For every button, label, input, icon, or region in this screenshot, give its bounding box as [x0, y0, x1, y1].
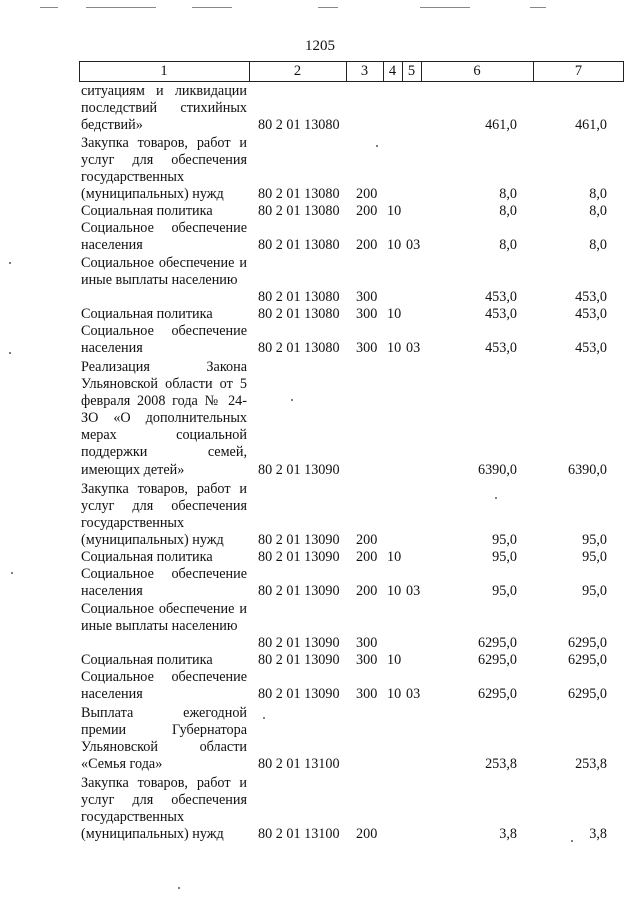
row-description: Социальная политика: [81, 203, 213, 219]
table-header: [79, 61, 624, 82]
row-code: 80 2 01 13100: [258, 826, 340, 842]
row-value-7: 8,0: [589, 237, 607, 253]
row-value-7: 8,0: [589, 203, 607, 219]
row-code: 80 2 01 13090: [258, 532, 340, 548]
row-description: Социальное обеспечение населения: [81, 220, 247, 254]
scan-speck: [263, 717, 265, 719]
row-value-7: 6390,0: [567, 462, 607, 478]
header-divider: [533, 61, 534, 81]
row-value-6: 8,0: [499, 203, 517, 219]
row-col-5: 03: [406, 583, 421, 599]
header-divider: [383, 61, 384, 81]
row-description: Социальное обеспечение населения: [81, 669, 247, 703]
row-value-7: 6295,0: [567, 686, 607, 702]
row-code: 80 2 01 13080: [258, 237, 340, 253]
header-divider: [623, 61, 624, 81]
row-col-5: 03: [406, 686, 421, 702]
header-divider: [421, 61, 422, 81]
header-divider: [249, 61, 250, 81]
row-description: Закупка товаров, работ и услуг для обеспечения государственных (муниципальных) нужд: [81, 775, 247, 843]
row-description: Социальное обеспечение населения: [81, 566, 247, 600]
row-value-6: 6295,0: [477, 686, 517, 702]
scan-speck: [571, 840, 573, 842]
row-value-6: 8,0: [499, 186, 517, 202]
row-col-4: 10: [387, 340, 402, 356]
row-code: 80 2 01 13090: [258, 635, 340, 651]
row-value-6: 453,0: [485, 289, 517, 305]
row-value-7: 95,0: [582, 549, 607, 565]
row-value-7: 3,8: [589, 826, 607, 842]
row-description: Социальное обеспечение и иные выплаты населению: [81, 255, 247, 289]
header-col-2: 2: [293, 63, 302, 79]
row-value-6: 6390,0: [477, 462, 517, 478]
row-value-6: 6295,0: [477, 635, 517, 651]
scan-speck: [178, 887, 180, 889]
scan-mark: [192, 7, 232, 8]
row-value-6: 95,0: [492, 583, 517, 599]
row-col-3: 200: [356, 826, 378, 842]
row-col-4: 10: [387, 549, 402, 565]
row-description: Социальная политика: [81, 652, 213, 668]
scan-mark: [86, 7, 156, 8]
scan-speck: [11, 572, 13, 574]
scan-speck: [9, 262, 11, 264]
row-col-4: 10: [387, 306, 402, 322]
scan-mark: [40, 7, 58, 8]
row-value-6: 253,8: [485, 756, 517, 772]
row-col-4: 10: [387, 237, 402, 253]
scan-speck: [376, 145, 378, 147]
row-value-6: 95,0: [492, 549, 517, 565]
scan-speck: [9, 352, 11, 354]
row-col-4: 10: [387, 583, 402, 599]
row-code: 80 2 01 13080: [258, 340, 340, 356]
scan-mark: [318, 7, 338, 8]
page-number: 1205: [305, 38, 335, 54]
header-col-7: 7: [574, 63, 583, 79]
row-col-3: 300: [356, 289, 378, 305]
row-code: 80 2 01 13080: [258, 186, 340, 202]
row-col-3: 300: [356, 635, 378, 651]
row-code: 80 2 01 13090: [258, 583, 340, 599]
row-value-7: 453,0: [575, 340, 607, 356]
row-col-3: 300: [356, 652, 378, 668]
row-col-3: 200: [356, 237, 378, 253]
row-col-3: 300: [356, 686, 378, 702]
header-col-4: 4: [388, 63, 397, 79]
row-value-6: 461,0: [485, 117, 517, 133]
row-value-6: 95,0: [492, 532, 517, 548]
row-code: 80 2 01 13090: [258, 652, 340, 668]
row-value-7: 461,0: [575, 117, 607, 133]
row-description: Социальное обеспечение и иные выплаты населению: [81, 601, 247, 635]
row-col-5: 03: [406, 340, 421, 356]
row-value-6: 453,0: [485, 340, 517, 356]
row-col-5: 03: [406, 237, 421, 253]
row-col-3: 200: [356, 532, 378, 548]
row-col-4: 10: [387, 686, 402, 702]
row-col-3: 300: [356, 306, 378, 322]
row-col-3: 300: [356, 340, 378, 356]
row-description: Закупка товаров, работ и услуг для обеспечения государственных (муниципальных) нужд: [81, 481, 247, 549]
row-value-7: 6295,0: [567, 635, 607, 651]
header-divider: [402, 61, 403, 81]
row-col-3: 200: [356, 203, 378, 219]
header-col-3: 3: [360, 63, 369, 79]
row-value-7: 6295,0: [567, 652, 607, 668]
row-code: 80 2 01 13100: [258, 756, 340, 772]
scan-speck: [291, 399, 293, 401]
row-value-7: 453,0: [575, 306, 607, 322]
row-value-6: 3,8: [499, 826, 517, 842]
header-col-5: 5: [407, 63, 416, 79]
scan-mark: [420, 7, 470, 8]
row-code: 80 2 01 13090: [258, 549, 340, 565]
row-col-3: 200: [356, 583, 378, 599]
row-value-6: 6295,0: [477, 652, 517, 668]
row-description: Закупка товаров, работ и услуг для обеспечения государственных (муниципальных) нужд: [81, 135, 247, 203]
row-value-7: 253,8: [575, 756, 607, 772]
scan-mark: [530, 7, 546, 8]
row-col-4: 10: [387, 203, 402, 219]
row-value-7: 453,0: [575, 289, 607, 305]
row-col-4: 10: [387, 652, 402, 668]
row-code: 80 2 01 13090: [258, 462, 340, 478]
row-description: Реализация Закона Ульяновской области от 5 февраля 2008 года № 24-ЗО «О дополнительных мерах социальной поддержки семей, имеющих детей»: [81, 359, 247, 478]
row-description: Социальная политика: [81, 306, 213, 322]
row-description: Выплата ежегодной премии Губернатора Ульяновской области «Семья года»: [81, 705, 247, 773]
row-description: Социальная политика: [81, 549, 213, 565]
header-col-6: 6: [473, 63, 481, 79]
header-divider: [346, 61, 347, 81]
row-code: 80 2 01 13090: [258, 686, 340, 702]
row-description: Социальное обеспечение населения: [81, 323, 247, 357]
row-code: 80 2 01 13080: [258, 289, 340, 305]
row-value-7: 8,0: [589, 186, 607, 202]
row-code: 80 2 01 13080: [258, 203, 340, 219]
row-value-7: 95,0: [582, 532, 607, 548]
header-divider: [79, 61, 80, 81]
header-col-1: 1: [160, 63, 168, 79]
row-col-3: 200: [356, 186, 378, 202]
row-value-6: 8,0: [499, 237, 517, 253]
row-description: ситуациям и ликвидации последствий стихийных бедствий»: [81, 83, 247, 134]
row-code: 80 2 01 13080: [258, 117, 340, 133]
row-value-7: 95,0: [582, 583, 607, 599]
row-code: 80 2 01 13080: [258, 306, 340, 322]
scan-speck: [495, 497, 497, 499]
row-col-3: 200: [356, 549, 378, 565]
row-value-6: 453,0: [485, 306, 517, 322]
